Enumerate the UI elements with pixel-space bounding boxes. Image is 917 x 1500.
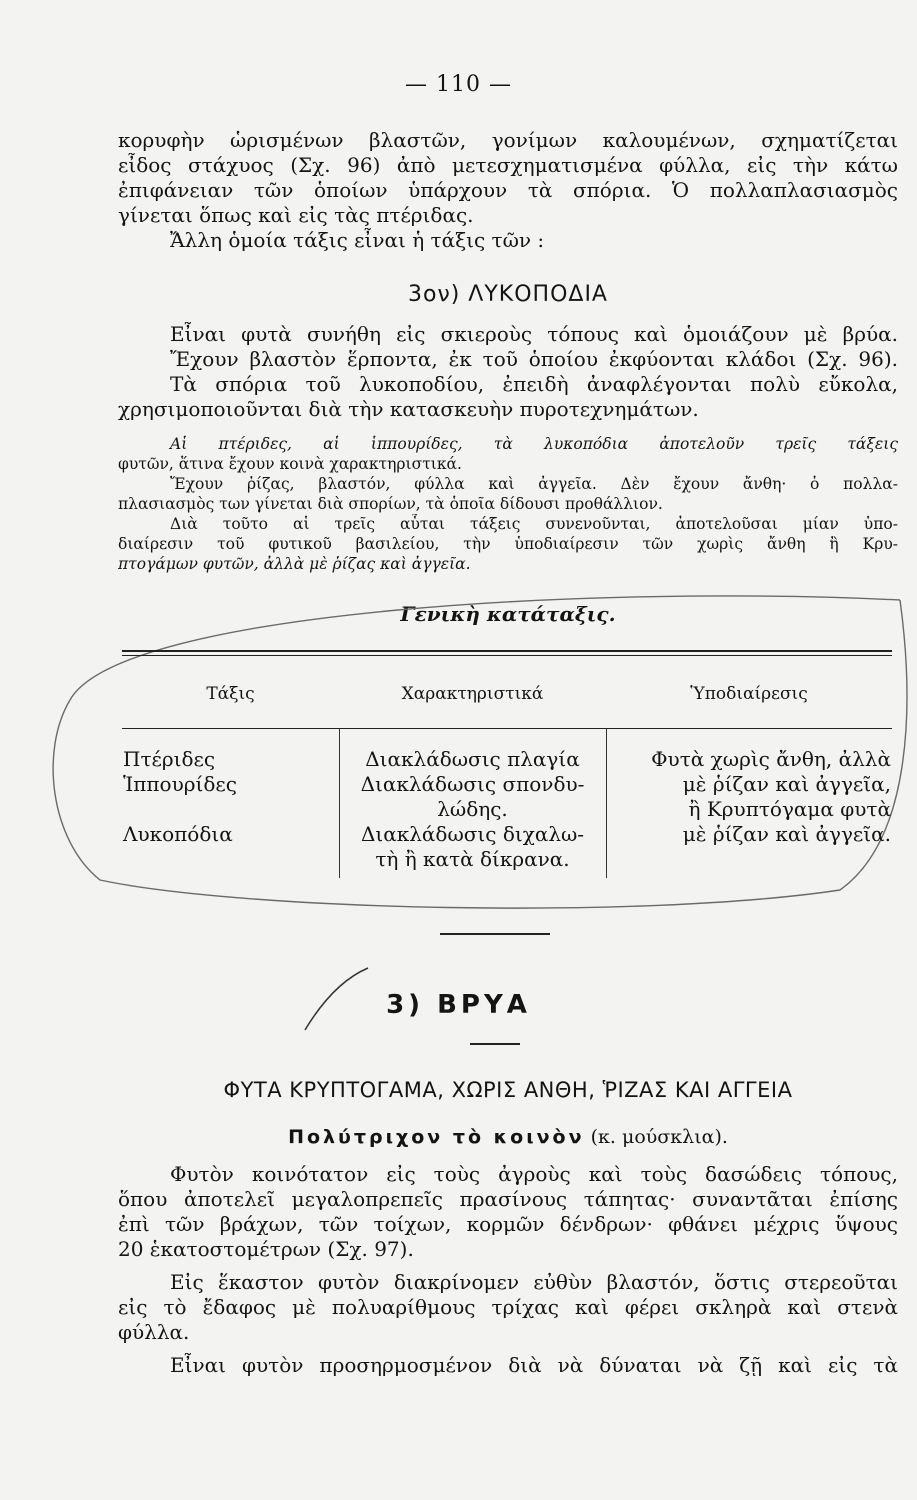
- text-line: κορυφὴν ὡρισμένων βλαστῶν, γονίμων καλουμένων, σχηματίζεται: [118, 128, 898, 152]
- table-top-rule: [122, 650, 892, 652]
- text-line: πτογάμων φυτῶν, ἀλλὰ μὲ ῥίζας καὶ ἀγγεῖα.: [118, 555, 471, 573]
- text-line: Ἔχουν ῥίζας, βλαστόν, φύλλα καὶ ἀγγεῖα. Δὲν ἔχουν ἄνθη· ὁ πολλα-: [170, 475, 898, 493]
- table-top-rule-thin: [122, 655, 892, 656]
- cell-value: μὲ ῥίζαν καὶ ἀγγεῖα,: [682, 772, 891, 796]
- lycopodia-paragraph: [118, 322, 898, 422]
- short-divider-rule: [470, 1043, 520, 1045]
- final-paragraph: [118, 1162, 898, 1378]
- main-heading: ΦΥΤΑ ΚΡΥΠΤΟΓΑΜΑ, ΧΩΡΙΣ ΑΝΘΗ, ῬΙΖΑΣ ΚΑΙ ΑΓΓΕΙΑ: [223, 1078, 793, 1102]
- text-line: Διὰ τοῦτο αἱ τρεῖς αὗται τάξεις συνενοῦνται, ἀποτελοῦσαι μίαν ὑπο-: [170, 515, 898, 533]
- text-line: εἰς τὸ ἔδαφος μὲ πολυαρίθμους τρίχας καὶ φέρει σκληρὰ καὶ στενὰ: [118, 1295, 898, 1319]
- text-line: Ἄλλη ὁμοία τάξις εἶναι ἡ τάξις τῶν :: [170, 228, 545, 252]
- table-row: [122, 729, 892, 879]
- table-header-row: [122, 660, 892, 729]
- text-line: ἐπιφάνειαν τῶν ὁποίων ὑπάρχουν τὰ σπόρια. Ὁ πολλαπλασιασμὸς: [118, 178, 898, 202]
- cell-value: Ἱππουρίδες: [123, 772, 237, 796]
- cell-value: Διακλάδωσις διχαλω-: [360, 822, 585, 846]
- text-line: φύλλα.: [118, 1320, 190, 1344]
- text-line: χρησιμοποιοῦνται διὰ τὴν κατασκευὴν πυροτεχνημάτων.: [118, 397, 699, 421]
- cell-value: Διακλάδωσις πλαγία: [365, 747, 580, 771]
- text-line: πλασιασμὸς των γίνεται διὰ σπορίων, τὰ ὁποῖα δίδουσι προθάλλιον.: [118, 495, 663, 513]
- cell-value: ἢ Κρυπτόγαμα φυτὰ: [688, 797, 891, 821]
- header-characteristics: Χαρακτηριστικά: [339, 660, 606, 729]
- text-line: ὅπου ἀποτελεῖ μεγαλοπρεπεῖς πρασίνους τάπητας· συναντᾶται ἐπίσης: [118, 1187, 898, 1211]
- species-line: [118, 1126, 898, 1148]
- cell-value: Λυκοπόδια: [123, 822, 233, 846]
- class-column: [122, 729, 339, 879]
- text-line: διαίρεσιν τοῦ φυτικοῦ βασιλείου, τὴν ὑποδιαίρεσιν τῶν χωρὶς ἄνθη ἢ Κρυ-: [118, 535, 898, 553]
- divider-rule: [440, 933, 550, 935]
- text-line: Αἱ πτέριδες, αἱ ἱππουρίδες, τὰ λυκοπόδια ἀποτελοῦν τρεῖς τάξεις: [170, 435, 898, 453]
- small-print: [118, 434, 898, 574]
- text-line: Εἶναι φυτὰ συνήθη εἰς σκιεροὺς τόπους καὶ ὁμοιάζουν μὲ βρύα.: [170, 322, 898, 346]
- text-line: Ἔχουν βλαστὸν ἕρποντα, ἐκ τοῦ ὁποίου ἐκφύονται κλάδοι (Σχ. 96).: [170, 347, 898, 371]
- text-line: Τὰ σπόρια τοῦ λυκοποδίου, ἐπειδὴ ἀναφλέγονται πολὺ εὔκολα,: [170, 372, 898, 396]
- cell-spacer: [123, 797, 338, 822]
- table-title: Γενικὴ κατάταξις.: [400, 602, 616, 626]
- text-line: 20 ἑκατοστομέτρων (Σχ. 97).: [118, 1237, 414, 1261]
- text-line: γίνεται ὅπως καὶ εἰς τὰς πτέριδας.: [118, 203, 474, 227]
- cell-value: μὲ ῥίζαν καὶ ἀγγεῖα.: [682, 822, 891, 846]
- cell-value: τὴ ἢ κατὰ δίκρανα.: [375, 847, 570, 871]
- cell-value: Διακλάδωσις σπονδυ-: [360, 772, 585, 796]
- section-heading-lycopodia: 3ον) ΛΥΚΟΠΟΔΙΑ: [407, 282, 608, 307]
- text-line: ἐπὶ τῶν βράχων, τῶν τοίχων, κορμῶν δένδρων· φθάνει μέχρις ὕψους: [118, 1212, 898, 1236]
- text-line: Φυτὸν κοινότατον εἰς τοὺς ἀγροὺς καὶ τοὺς δασώδεις τόπους,: [170, 1162, 898, 1186]
- cell-value: Φυτὰ χωρὶς ἄνθη, ἀλλὰ: [651, 747, 891, 771]
- section-heading-mosses: 3) ΒΡΥΑ: [386, 990, 531, 1020]
- classification-table: [122, 660, 892, 878]
- text-line: Εἶναι φυτὸν προσηρμοσμένον διὰ νὰ δύναται νὰ ζῇ καὶ εἰς τὰ: [170, 1353, 898, 1377]
- subdivision-column: [606, 729, 892, 879]
- characteristics-column: [339, 729, 606, 879]
- text-line: φυτῶν, ἅτινα ἔχουν κοινὰ χαρακτηριστικά.: [118, 455, 462, 473]
- text-line: εἶδος στάχυος (Σχ. 96) ἀπὸ μετεσχηματισμένα φύλλα, εἰς τὴν κάτω: [118, 153, 898, 177]
- page-number: — 110 —: [405, 72, 512, 97]
- species-common-name: (κ. μούσκλια).: [584, 1126, 728, 1148]
- header-subdivision: Ὑποδιαίρεσις: [606, 660, 892, 729]
- top-paragraph: [118, 128, 898, 253]
- species-name: Πολύτριχον τὸ κοινὸν: [288, 1126, 585, 1148]
- cell-value: Πτέριδες: [123, 747, 216, 771]
- cell-value: λώδης.: [437, 797, 508, 821]
- text-line: Εἰς ἕκαστον φυτὸν διακρίνομεν εὐθὺν βλαστόν, ὅστις στερεοῦται: [170, 1270, 898, 1294]
- header-class: Τάξις: [122, 660, 339, 729]
